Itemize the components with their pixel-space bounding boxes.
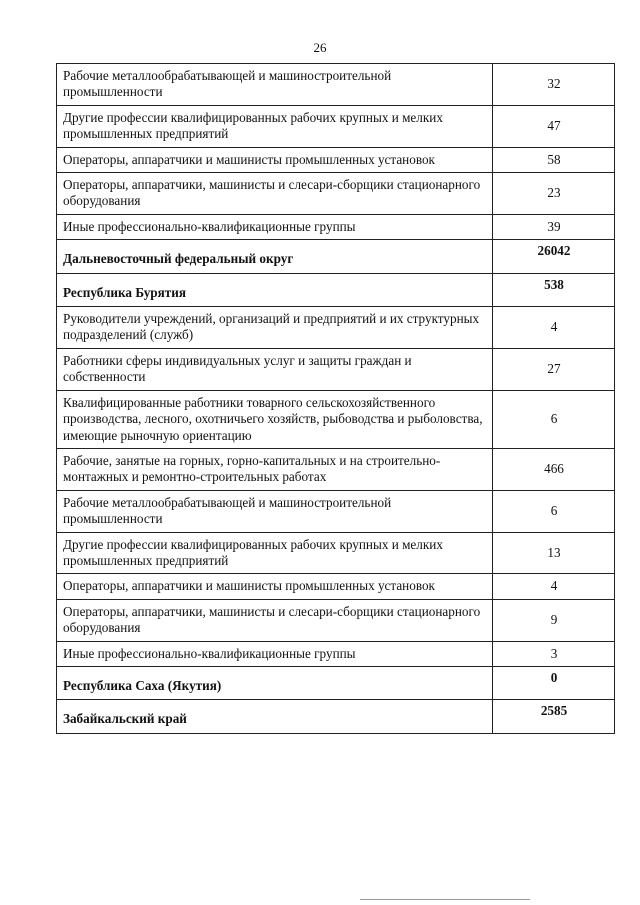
row-value: 2585 [493, 700, 615, 733]
table-row [57, 641, 615, 666]
row-label: Иные профессионально-квалификационные группы [57, 641, 493, 666]
row-value: 27 [493, 348, 615, 390]
employment-table [56, 63, 615, 734]
row-value: 26042 [493, 240, 615, 273]
row-label: Операторы, аппаратчики и машинисты промышленных установок [57, 574, 493, 599]
page-bottom-rule [360, 899, 530, 900]
row-value: 39 [493, 214, 615, 239]
table-row [57, 390, 615, 448]
table-row [57, 214, 615, 239]
row-label: Рабочие, занятые на горных, горно-капитальных и на строительно-монтажных и ремонтно-строительных работах [57, 448, 493, 490]
row-value: 0 [493, 666, 615, 699]
row-value: 6 [493, 490, 615, 532]
row-label: Операторы, аппаратчики и машинисты промышленных установок [57, 147, 493, 172]
row-value: 9 [493, 599, 615, 641]
table-row [57, 599, 615, 641]
row-label: Работники сферы индивидуальных услуг и защиты граждан и собственности [57, 348, 493, 390]
table-row [57, 448, 615, 490]
row-label: Операторы, аппаратчики, машинисты и слесари-сборщики стационарного оборудования [57, 599, 493, 641]
row-label: Республика Бурятия [57, 273, 493, 306]
row-value: 3 [493, 641, 615, 666]
row-value: 4 [493, 574, 615, 599]
table-row [57, 532, 615, 574]
row-value: 538 [493, 273, 615, 306]
region-total-row [57, 240, 615, 273]
row-label: Дальневосточный федеральный округ [57, 240, 493, 273]
row-label: Квалифицированные работники товарного сельскохозяйственного производства, лесного, охотничьего хозяйств, рыбоводства и рыболовства, имеющие рыночную ориентацию [57, 390, 493, 448]
row-label: Рабочие металлообрабатывающей и машиностроительной промышленности [57, 64, 493, 106]
table-row [57, 307, 615, 349]
row-label: Операторы, аппаратчики, машинисты и слесари-сборщики стационарного оборудования [57, 173, 493, 215]
row-label: Иные профессионально-квалификационные группы [57, 214, 493, 239]
page-number: 26 [313, 40, 327, 55]
table-body [57, 64, 615, 734]
region-total-row [57, 273, 615, 306]
row-label: Руководители учреждений, организаций и предприятий и их структурных подразделений (служб) [57, 307, 493, 349]
table-row [57, 348, 615, 390]
row-label: Рабочие металлообрабатывающей и машиностроительной промышленности [57, 490, 493, 532]
row-value: 6 [493, 390, 615, 448]
row-label: Другие профессии квалифицированных рабочих крупных и мелких промышленных предприятий [57, 105, 493, 147]
region-total-row [57, 666, 615, 699]
table-row [57, 147, 615, 172]
row-label: Республика Саха (Якутия) [57, 666, 493, 699]
table-row [57, 574, 615, 599]
row-value: 32 [493, 64, 615, 106]
region-total-row [57, 700, 615, 733]
row-label: Другие профессии квалифицированных рабочих крупных и мелких промышленных предприятий [57, 532, 493, 574]
row-value: 13 [493, 532, 615, 574]
table-row [57, 105, 615, 147]
row-value: 58 [493, 147, 615, 172]
row-value: 23 [493, 173, 615, 215]
row-value: 466 [493, 448, 615, 490]
row-label: Забайкальский край [57, 700, 493, 733]
row-value: 47 [493, 105, 615, 147]
row-value: 4 [493, 307, 615, 349]
table-row [57, 64, 615, 106]
table-row [57, 173, 615, 215]
table-row [57, 490, 615, 532]
